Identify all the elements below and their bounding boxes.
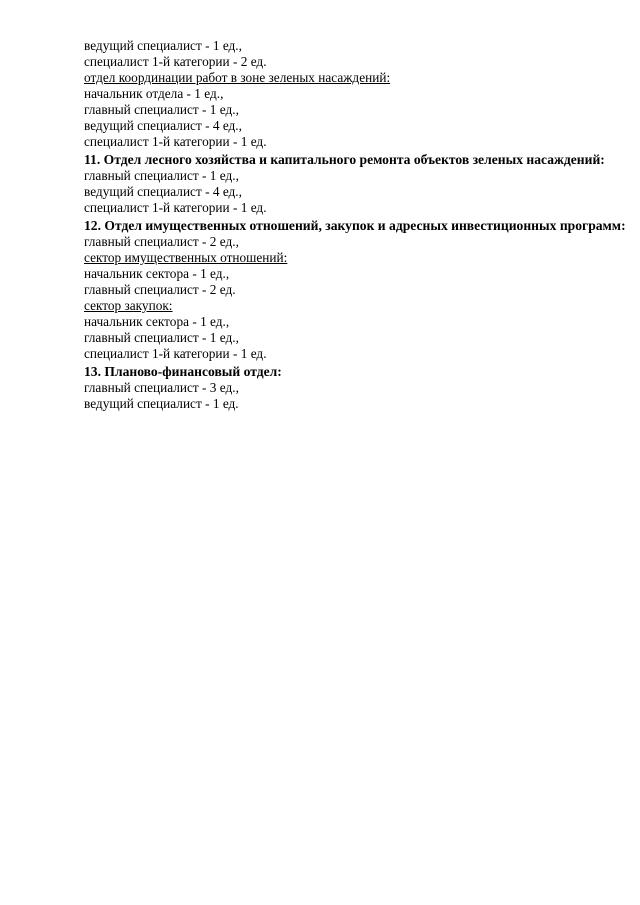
subdivision-heading: отдел координации работ в зоне зеленых насаждений:: [84, 70, 391, 85]
subdivision-heading: сектор имущественных отношений:: [84, 250, 288, 265]
staff-line: главный специалист - 1 ед.,: [84, 102, 239, 117]
staff-line: специалист 1-й категории - 2 ед.: [84, 54, 267, 69]
staff-line: специалист 1-й категории - 1 ед.: [84, 346, 267, 361]
staff-line: главный специалист - 2 ед.: [84, 282, 236, 297]
subdivision-heading: сектор закупок:: [84, 298, 173, 313]
staff-line: главный специалист - 3 ед.,: [84, 380, 239, 395]
staff-line: начальник сектора - 1 ед.,: [84, 266, 230, 281]
staff-line: специалист 1-й категории - 1 ед.: [84, 200, 267, 215]
staff-line: ведущий специалист - 4 ед.,: [84, 118, 242, 133]
staff-line: ведущий специалист - 1 ед.: [84, 396, 239, 411]
staff-line: начальник отдела - 1 ед.,: [84, 86, 224, 101]
staff-line: главный специалист - 2 ед.,: [84, 234, 239, 249]
staff-line: главный специалист - 1 ед.,: [84, 168, 239, 183]
staff-line: ведущий специалист - 1 ед.,: [84, 38, 242, 53]
staff-line: ведущий специалист - 4 ед.,: [84, 184, 242, 199]
department-heading-12: 12. Отдел имущественных отношений, закупок и адресных инвестиционных программ:: [84, 218, 626, 233]
staff-line: специалист 1-й категории - 1 ед.: [84, 134, 267, 149]
department-heading-13: 13. Планово-финансовый отдел:: [84, 364, 282, 379]
staff-line: начальник сектора - 1 ед.,: [84, 314, 230, 329]
department-heading-11: 11. Отдел лесного хозяйства и капитального ремонта объектов зеленых насаждений:: [84, 152, 605, 167]
document-page: [84, 38, 626, 412]
staff-line: главный специалист - 1 ед.,: [84, 330, 239, 345]
